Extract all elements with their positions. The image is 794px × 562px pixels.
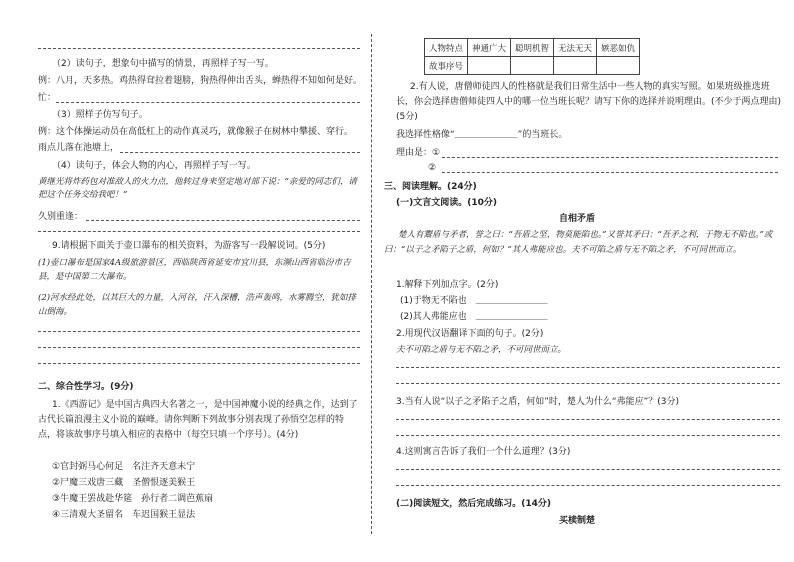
example-text: 黄继光将炸药包对准敌人的火力点，他转过身来坚定地对部下说：“亲爱的同志们，请把这个任务交给我吧！” [38,177,357,200]
question-text: （3）照样子仿写句子。 [52,110,148,120]
question-text: （4）读句子，体会人物的内心，再照样子写一写。 [52,161,256,171]
table-cell: 聪明机智 [511,39,554,57]
answer-line[interactable] [396,485,780,486]
example-text: 例：这个体操运动员在高低杠上的动作真灵巧，就像猴子在树林中攀援、穿行。 [38,127,354,137]
answer-line[interactable] [442,172,778,173]
question-text: 1.《西游记》是中国古典四大名著之一，是中国神魔小说的经典之作，达到了古代长篇浪漫主义小说的巅峰。请你判断下列故事分别表现了孙悟空怎样的特点，将该故事序号填入相应的表格中（每空只填一个序号）。(4分) [38,400,358,440]
question-text: 2.用现代汉语翻译下面的句子。(2分) [396,329,544,339]
section-heading: 三、阅读理解。(24分) [384,182,477,192]
passage-title: 买椟制楚 [558,516,595,526]
answer-line[interactable] [396,469,780,470]
answer-line[interactable] [38,231,360,232]
table-cell: 故事序号 [425,57,468,75]
answer-line[interactable] [120,152,360,153]
table-cell: 神通广大 [468,39,511,57]
right-column [372,0,794,562]
table-cell: 人物特点 [425,39,468,57]
prompt-label: ② [428,163,437,173]
story-item: ②尸魔三戏唐三藏 圣僧恨逐美猴王 [52,478,196,488]
subsection-heading: (一)文言文阅读。(10分) [396,198,497,208]
answer-line[interactable] [396,435,780,436]
prompt-label: 雨点儿落在池塘上， [38,143,120,153]
material-text: (1)壶口瀑布是国家4A级旅游景区，西临陕西省延安市宜川县，东濒山西省临汾市吉县，是中国第二大瀑布。 [38,258,351,282]
question-text: 3.当有人说“以子之矛陷子之盾，何如”时，楚人为什么“弗能应”？(3分) [396,397,679,407]
question-text: (1)于物无不陷也 ＿＿＿＿＿＿＿＿ [400,296,548,306]
answer-line[interactable] [38,347,360,348]
left-column [0,0,372,562]
prompt-label: 理由是：① [396,148,441,158]
prompt-label: 忙： [38,93,57,103]
story-item: ①官封弼马心何足 名注齐天意未宁 [52,462,196,472]
question-text: 9.请根据下面关于壶口瀑布的相关资料，为游客写一段解说词。(5分) [52,241,326,251]
example-text: 例：八月，天多热。鸡热得耷拉着翅膀，狗热得伸出舌头，蝉热得不知如何是好。 [38,76,363,86]
subsection-heading: (二)阅读短文，然后完成练习。(14分) [396,499,551,509]
question-text: 2.有人说，唐僧师徒四人的性格就是我们日常生活中一些人物的真实写照。如果班级推选班长，你会选择唐僧师徒四人中的哪一位当班长呢？请写下你的选择并说明理由。(不少于两点理由)(5分) [396,82,782,122]
table-cell: 嫉恶如仇 [597,39,640,57]
question-text: 4.这则寓言告诉了我们一个什么道理？(3分) [396,447,571,457]
question-text: （2）读句子，想象句中描写的情景，再照样子写一写。 [52,59,274,69]
story-item: ④三清观大圣留名 车迟国猴王显法 [52,510,196,520]
answer-line[interactable] [442,157,778,158]
prompt-label: 我选择性格像“＿＿＿＿＿＿＿”的当班长。 [396,130,568,140]
answer-line[interactable] [38,48,360,49]
answer-line[interactable] [56,102,360,103]
story-item: ③牛魔王罢战赴华筵 孙行者二调芭蕉扇 [52,494,214,504]
quoted-sentence: 夫不可陷之盾与无不陷之矛，不可同世而立。 [396,345,567,355]
question-text: (2)其人弗能应也 ＿＿＿＿＿＿＿＿ [400,312,548,322]
answer-line[interactable] [38,363,360,364]
answer-line[interactable] [86,220,360,221]
question-text: 1.解释下列加点字。(2分) [396,280,499,290]
answer-line[interactable] [38,331,360,332]
section-heading: 二、综合性学习。(9分) [38,382,134,392]
passage-title: 自相矛盾 [558,214,595,224]
answer-line[interactable] [396,383,780,384]
prompt-label: 久别重逢： [38,212,84,222]
passage-text: 楚人有鬻盾与矛者，誉之曰：“吾盾之坚，物莫能陷也。”又誉其矛曰：“吾矛之利，于物无不陷也。”或曰：“以子之矛陷子之盾，何如？”其人弗能应也。夫不可陷之盾与无不陷之矛，不可同世而立。 [384,230,773,255]
answer-line[interactable] [396,367,780,368]
material-text: (2)河水经此处，以其巨大的力量，入河谷，汗入深槽，浩声轰鸣，水雾腾空，犹如排山倒海。 [38,293,357,317]
answer-line[interactable] [396,419,780,420]
table-cell: 无法无天 [554,39,597,57]
